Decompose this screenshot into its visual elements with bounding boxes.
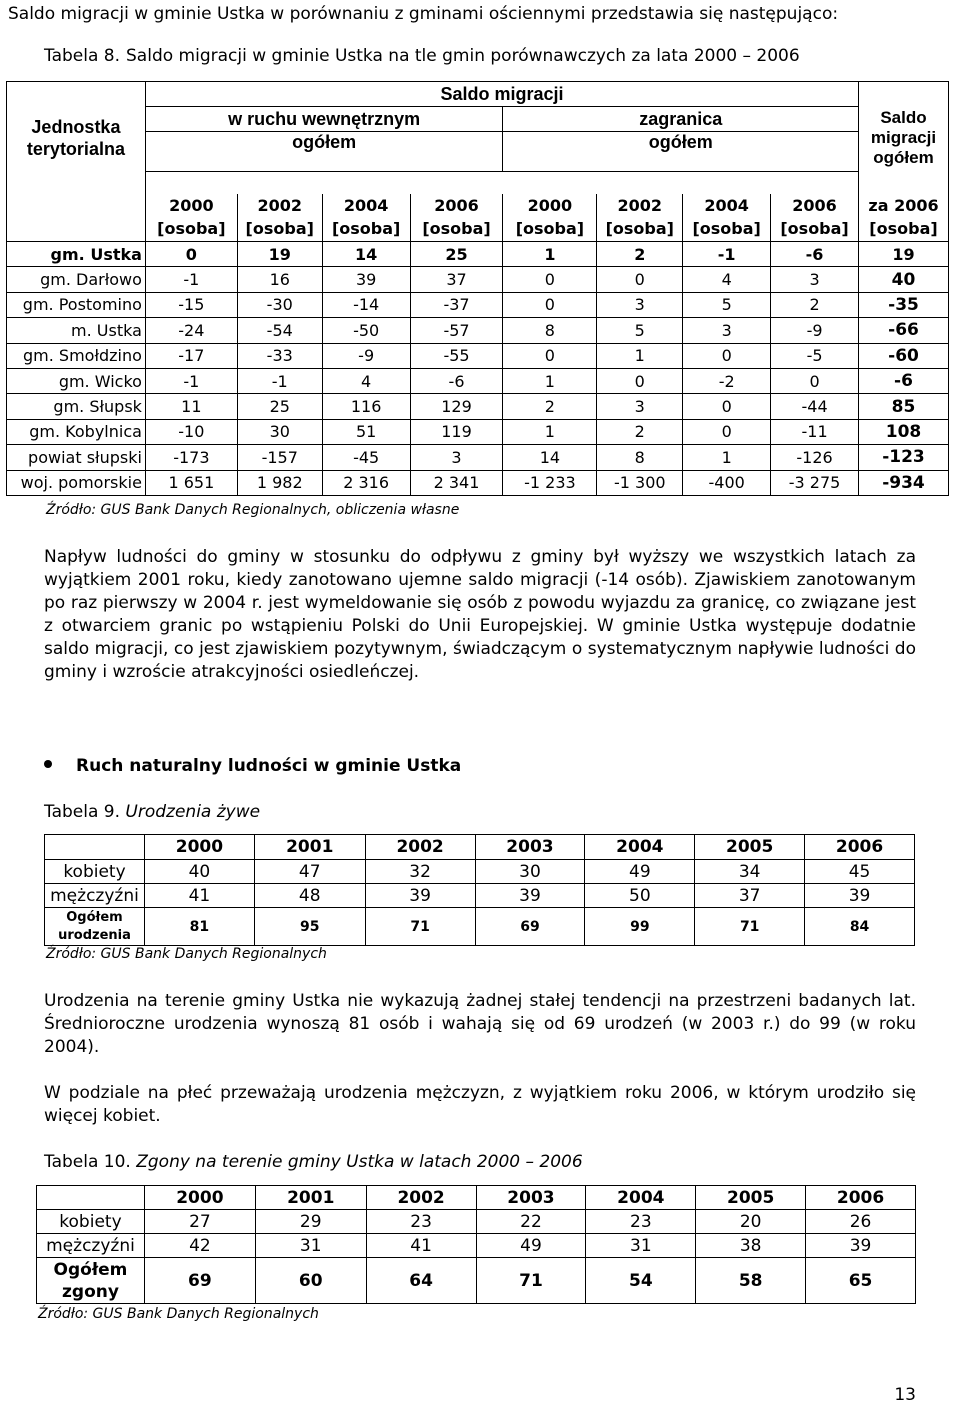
year-cell: 2002 [366,1186,476,1210]
year-cell: 2004 [585,835,695,860]
value-cell: -3 275 [771,470,859,495]
births-years-row [45,835,915,860]
value-cell: -66 [859,318,949,343]
units-row [7,218,949,242]
year-cell: 2004 [683,194,771,218]
value-cell: 49 [476,1234,586,1258]
header-total-internal: ogółem [145,132,503,172]
year-cell: 2002 [365,835,475,860]
value-cell: 23 [366,1210,476,1234]
year-cell: 2005 [695,835,805,860]
value-cell: 22 [476,1210,586,1234]
year-cell: 2002 [237,194,322,218]
value-cell: -6 [771,242,859,267]
value-cell: -15 [145,292,237,317]
value-cell: 2 [597,242,683,267]
births-table-body [45,860,915,908]
year-cell: 2006 [806,1186,916,1210]
table-row [7,267,949,292]
value-cell: -6 [859,368,949,393]
value-cell: 11 [145,394,237,419]
value-cell: 2 [771,292,859,317]
value-cell: -157 [237,445,322,470]
value-cell: 0 [683,394,771,419]
table-row [7,242,949,267]
value-cell: -400 [683,470,771,495]
value-cell: -24 [145,318,237,343]
value-cell: -1 [237,368,322,393]
value-cell: 2 [503,394,597,419]
value-cell: 31 [586,1234,696,1258]
value-cell: -60 [859,343,949,368]
value-cell: 85 [859,394,949,419]
table-row [7,394,949,419]
header-empty [37,1186,145,1210]
value-cell: 31 [255,1234,366,1258]
year-cell: 2000 [144,835,254,860]
value-cell: 51 [322,419,410,444]
value-cell: -37 [410,292,503,317]
table-row [7,368,949,393]
value-cell: 27 [144,1210,255,1234]
value-cell: 0 [597,267,683,292]
value-cell: 37 [695,884,805,908]
unit-cell: [osoba] [410,218,503,242]
value-cell: 1 982 [237,470,322,495]
births-total-row [45,908,915,946]
year-cell: 2001 [254,835,365,860]
value-cell: 26 [806,1210,916,1234]
header-empty [7,218,146,242]
year-cell: za 2006 [859,194,949,218]
value-cell: 3 [683,318,771,343]
value-cell: 49 [585,860,695,884]
value-cell: -45 [322,445,410,470]
table-row [45,884,915,908]
bullet-heading [44,756,461,776]
value-cell: 3 [597,394,683,419]
year-cell: 2002 [597,194,683,218]
row-name: gm. Wicko [7,368,146,393]
row-name: mężczyźni [45,884,145,908]
total-cell: 84 [805,908,915,946]
row-name: gm. Smołdzino [7,343,146,368]
year-cell: 2001 [255,1186,366,1210]
value-cell: -126 [771,445,859,470]
value-cell: 40 [144,860,254,884]
total-cell: 65 [806,1258,916,1304]
table-row [7,292,949,317]
value-cell: 39 [365,884,475,908]
value-cell: 39 [805,884,915,908]
value-cell: 50 [585,884,695,908]
header-saldo-total: Saldo migracji ogółem [859,82,949,194]
value-cell: 25 [410,242,503,267]
unit-cell: [osoba] [771,218,859,242]
deaths-total-row [37,1258,916,1304]
value-cell: 119 [410,419,503,444]
value-cell: 37 [410,267,503,292]
value-cell: 47 [254,860,365,884]
unit-cell: [osoba] [859,218,949,242]
total-cell: 99 [585,908,695,946]
value-cell: 39 [322,267,410,292]
value-cell: 0 [683,419,771,444]
total-cell: 71 [476,1258,586,1304]
value-cell: 108 [859,419,949,444]
row-name: kobiety [45,860,145,884]
value-cell: -5 [771,343,859,368]
value-cell: 3 [597,292,683,317]
value-cell: 25 [237,394,322,419]
value-cell: -35 [859,292,949,317]
value-cell: 42 [144,1234,255,1258]
value-cell: 39 [475,884,585,908]
value-cell: -54 [237,318,322,343]
value-cell: 19 [859,242,949,267]
total-cell: 54 [586,1258,696,1304]
row-name: kobiety [37,1210,145,1234]
total-cell: 60 [255,1258,366,1304]
value-cell: 48 [254,884,365,908]
value-cell: 1 [503,242,597,267]
unit-cell: [osoba] [503,218,597,242]
value-cell: -55 [410,343,503,368]
total-cell: 58 [696,1258,806,1304]
value-cell: -1 233 [503,470,597,495]
year-cell: 2006 [410,194,503,218]
value-cell: 4 [683,267,771,292]
value-cell: -14 [322,292,410,317]
table-row [7,445,949,470]
header-internal: w ruchu wewnętrznym [145,107,503,132]
value-cell: 45 [805,860,915,884]
table-row [37,1234,916,1258]
header-total-foreign: ogółem [503,132,859,172]
deaths-table-body [37,1210,916,1258]
table9-caption [44,802,260,822]
value-cell: -1 [145,267,237,292]
header-spacer [145,172,858,194]
table10-caption [44,1152,583,1172]
header-foreign: zagranica [503,107,859,132]
total-cell: 71 [365,908,475,946]
value-cell: 29 [255,1210,366,1234]
header-empty [45,835,145,860]
total-cell: 64 [366,1258,476,1304]
year-cell: 2000 [503,194,597,218]
table8-caption [44,46,800,66]
value-cell: -33 [237,343,322,368]
value-cell: 1 [503,419,597,444]
value-cell: 41 [144,884,254,908]
table8-caption-title: Saldo migracji w gminie Ustka na tle gmin porównawczych za lata 2000 – 2006 [126,46,800,66]
year-cell: 2004 [322,194,410,218]
deaths-table [36,1185,916,1304]
value-cell: 0 [145,242,237,267]
table-row [7,470,949,495]
table9-caption-title: Urodzenia żywe [125,802,261,822]
row-name: gm. Postomino [7,292,146,317]
table-row [45,860,915,884]
value-cell: -44 [771,394,859,419]
table9-source: Źródło: GUS Bank Danych Regionalnych [46,946,327,962]
value-cell: 41 [366,1234,476,1258]
total-cell: 71 [695,908,805,946]
year-cell: 2006 [805,835,915,860]
total-cell: 81 [144,908,254,946]
value-cell: 40 [859,267,949,292]
paragraph-gender: W podziale na płeć przeważają urodzenia mężczyzn, z wyjątkiem roku 2006, w którym urodziło się więcej kobiet. [44,1083,916,1126]
row-name: mężczyźni [37,1234,145,1258]
value-cell: 14 [503,445,597,470]
value-cell: -9 [322,343,410,368]
value-cell: 0 [597,368,683,393]
intro-text: Saldo migracji w gminie Ustka w porównaniu z gminami ościennymi przedstawia się następująco: [8,4,839,24]
table8-source: Źródło: GUS Bank Danych Regionalnych, obliczenia własne [46,502,460,518]
value-cell: 1 [683,445,771,470]
value-cell: 4 [322,368,410,393]
value-cell: 0 [683,343,771,368]
value-cell: -10 [145,419,237,444]
paragraph-births: Urodzenia na terenie gminy Ustka nie wykazują żadnej stałej tendencji na przestrzeni badanych lat. Średnioroczne urodzenia wynoszą 81 osób i wahają się od 69 urodzeń (w 2003 r.) do 99 (w roku 2004). [44,991,916,1057]
row-name: gm. Słupsk [7,394,146,419]
table-row [37,1210,916,1234]
table-row [7,419,949,444]
migration-table [6,81,949,496]
unit-cell: [osoba] [322,218,410,242]
value-cell: 5 [597,318,683,343]
header-empty [7,194,146,218]
year-cell: 2005 [696,1186,806,1210]
value-cell: 3 [410,445,503,470]
unit-cell: [osoba] [683,218,771,242]
value-cell: 0 [503,292,597,317]
value-cell: 116 [322,394,410,419]
value-cell: 1 [503,368,597,393]
bullet-icon [44,760,52,768]
row-name: woj. pomorskie [7,470,146,495]
value-cell: -123 [859,445,949,470]
value-cell: 3 [771,267,859,292]
total-cell: 69 [475,908,585,946]
paragraph-migration: Napływ ludności do gminy w stosunku do odpływu z gminy był wyższy we wszystkich latach za wyjątkiem 2001 roku, kiedy zanotowano ujemne saldo migracji (-14 osób). Zjawiskiem zanotowanym po raz pierwszy w 2004 r. jest wymeldowanie się osób z powodu wyjazdu za granicę, co związane jest z otwarciem granic po wstąpieniu Polski do Unii Europejskiej. W gminie Ustka występuje dodatnie saldo migracji, co jest zjawiskiem pozytywnym, świadczącym o systematycznym napływie ludności do gminy i wzroście atrakcyjności osiedleńczej. [44,547,916,682]
row-name: m. Ustka [7,318,146,343]
value-cell: 20 [696,1210,806,1234]
value-cell: 2 [597,419,683,444]
value-cell: 30 [475,860,585,884]
row-name: gm. Darłowo [7,267,146,292]
bullet-heading-text: Ruch naturalny ludności w gminie Ustka [76,756,462,776]
page-number: 13 [894,1385,916,1405]
value-cell: -30 [237,292,322,317]
total-label: Ogółem urodzenia [45,908,145,946]
unit-cell: [osoba] [237,218,322,242]
row-name: gm. Kobylnica [7,419,146,444]
value-cell: 14 [322,242,410,267]
value-cell: 1 [597,343,683,368]
year-cell: 2003 [476,1186,586,1210]
row-name: powiat słupski [7,445,146,470]
value-cell: -2 [683,368,771,393]
unit-cell: [osoba] [145,218,237,242]
value-cell: 8 [503,318,597,343]
table9-caption-label: Tabela 9. [44,802,121,822]
value-cell: 129 [410,394,503,419]
value-cell: -1 [145,368,237,393]
year-cell: 2006 [771,194,859,218]
years-row [7,194,949,218]
value-cell: 5 [683,292,771,317]
value-cell: -11 [771,419,859,444]
value-cell: 0 [503,267,597,292]
deaths-years-row [37,1186,916,1210]
value-cell: 16 [237,267,322,292]
value-cell: -17 [145,343,237,368]
year-cell: 2000 [144,1186,255,1210]
value-cell: -50 [322,318,410,343]
year-cell: 2004 [586,1186,696,1210]
total-label: Ogółem zgony [37,1258,145,1304]
value-cell: -1 [683,242,771,267]
total-cell: 69 [144,1258,255,1304]
value-cell: 38 [696,1234,806,1258]
value-cell: 1 651 [145,470,237,495]
value-cell: 23 [586,1210,696,1234]
value-cell: 0 [503,343,597,368]
value-cell: 8 [597,445,683,470]
table-row [7,343,949,368]
value-cell: -1 300 [597,470,683,495]
unit-cell: [osoba] [597,218,683,242]
row-name: gm. Ustka [7,242,146,267]
total-cell: 95 [254,908,365,946]
value-cell: -57 [410,318,503,343]
table8-caption-label: Tabela 8. [44,46,121,66]
value-cell: -934 [859,470,949,495]
table10-source: Źródło: GUS Bank Danych Regionalnych [38,1306,319,1322]
table10-caption-title: Zgony na terenie gminy Ustka w latach 2000 – 2006 [136,1152,583,1172]
year-cell: 2003 [475,835,585,860]
value-cell: 2 341 [410,470,503,495]
value-cell: 19 [237,242,322,267]
value-cell: 34 [695,860,805,884]
header-saldo: Saldo migracji [145,82,858,107]
value-cell: 32 [365,860,475,884]
table-row [7,318,949,343]
table10-caption-label: Tabela 10. [44,1152,131,1172]
year-cell: 2000 [145,194,237,218]
header-unit: Jednostka terytorialna [7,82,146,194]
value-cell: -6 [410,368,503,393]
value-cell: 2 316 [322,470,410,495]
value-cell: 0 [771,368,859,393]
migration-table-body [7,242,949,496]
value-cell: 30 [237,419,322,444]
value-cell: -9 [771,318,859,343]
value-cell: -173 [145,445,237,470]
births-table [44,834,915,946]
value-cell: 39 [806,1234,916,1258]
